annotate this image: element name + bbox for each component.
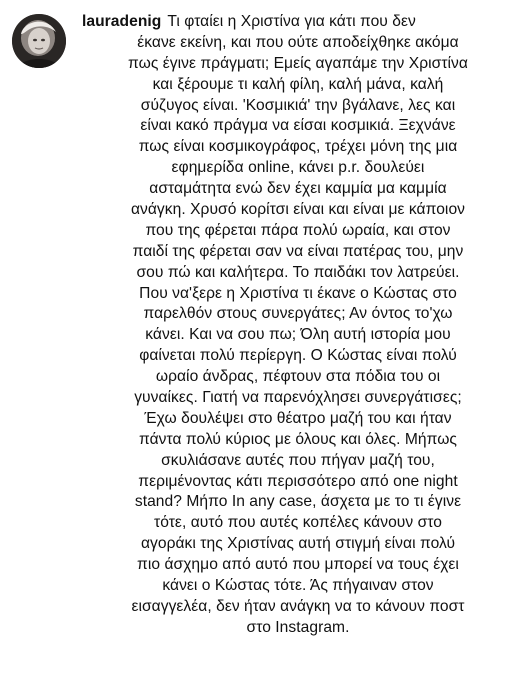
comment-line: περιμένοντας κάτι περισσότερο από one night bbox=[138, 472, 458, 490]
comment-line: τότε, αυτό που αυτές κοπέλες κάνουν στο bbox=[154, 514, 442, 532]
comment-line: που της φέρεται πάρα πολύ ωραία, και στον bbox=[145, 221, 451, 239]
comment-lines bbox=[82, 33, 514, 639]
comment-line: φαίνεται πολύ περίεργη. Ο Κώστας είναι πολύ bbox=[139, 347, 457, 365]
avatar[interactable] bbox=[12, 14, 66, 68]
comment-line: εισαγγελέα, δεν ήταν ανάγκη να το κάνουν ποστ bbox=[131, 597, 465, 615]
comment-line: γυναίκες. Γιατή να παρενόχλησει συνεργάτισες; bbox=[134, 389, 462, 407]
comment-text-start: Τι φταίει η Χριστίνα για κάτι που δεν bbox=[167, 13, 416, 30]
comment-line: πάντα πολύ κύριος με όλους και όλες. Μήπως bbox=[139, 430, 457, 448]
comment-line: πως έγινε πράγματι; Εμείς αγαπάμε την Χριστίνα bbox=[128, 54, 468, 72]
comment-line: και ξέρουμε τι καλή φίλη, καλή μάνα, καλή bbox=[152, 75, 444, 93]
comment-line: παρελθόν στους συνεργάτες; Αν όντος το'χω bbox=[143, 305, 453, 323]
comment-line: stand? Μήπο In any case, άσχετα με το τι έγινε bbox=[134, 493, 462, 511]
comment-line: αγοράκι της Χριστίνας αυτή στιγμή είναι πολύ bbox=[140, 535, 456, 553]
comment-line: στο Instagram. bbox=[246, 618, 350, 636]
comment-line: σκυλιάσανε αυτές που πήγαν μαζή του, bbox=[161, 451, 435, 469]
comment-first-line bbox=[82, 12, 514, 33]
comment-line: κάνει ο Κώστας τότε. Άς πήγαιναν στον bbox=[162, 577, 434, 595]
comment-line: ασταμάτητα ενώ δεν έχει καμμία μα καμμία bbox=[149, 180, 447, 198]
comment-line: κάνει. Και να σου πω; Όλη αυτή ιστορία μου bbox=[145, 326, 451, 344]
comment-line: παιδί της φέρεται σαν να είναι πατέρας του, μην bbox=[132, 242, 464, 260]
comment-line: είναι κακό πράγμα να είσαι κοσμικιά. Ξεχνάνε bbox=[140, 117, 456, 135]
comment-line: Που να'ξερε η Χριστίνα τι έκανε ο Κώστας στο bbox=[139, 284, 457, 302]
username[interactable]: lauradenig bbox=[82, 13, 162, 30]
comment-line: ωραίο άνδρας, πέφτουν στα πόδια του οι bbox=[155, 368, 441, 386]
comment-line: πως είναι κοσμικογράφος, τρέχει μόνη της μια bbox=[138, 138, 458, 156]
comment-line: ανάγκη. Χρυσό κορίτσι είναι και είναι με κάποιον bbox=[130, 201, 466, 219]
comment-line: σου πώ και καλήτερα. Το παιδάκι τον λατρεύει. bbox=[136, 263, 460, 281]
comment-line: εφημερίδα online, κάνει p.r. δουλεύει bbox=[171, 159, 425, 177]
comment-line: έκανε εκείνη, και που ούτε αποδείχθηκε ακόμα bbox=[137, 33, 459, 51]
comment-line: πιο άσχημο από αυτό που μπορεί να τους έχει bbox=[137, 556, 459, 574]
comment-line: σύζυγος είναι. 'Κοσμικιά' την βγάλανε, λες και bbox=[140, 96, 456, 114]
comment-line: Έχω δουλέψει στο θέατρο μαζή του και ήταν bbox=[144, 409, 452, 427]
avatar-photo-icon bbox=[12, 14, 66, 68]
comment-text bbox=[82, 12, 514, 639]
